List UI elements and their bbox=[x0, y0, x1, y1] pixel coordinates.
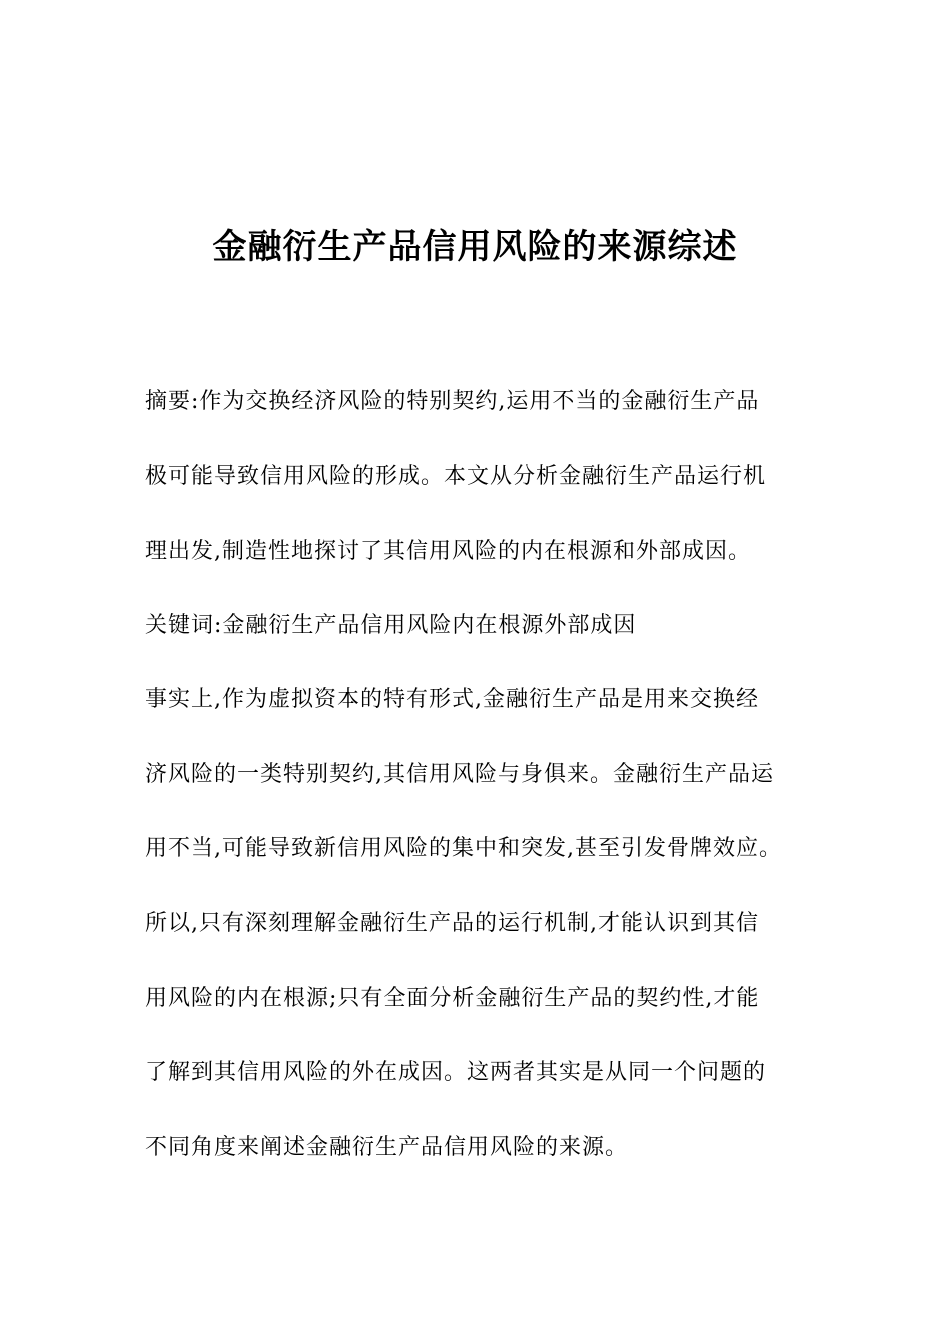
body-line-2: 济风险的一类特别契约,其信用风险与身俱来。金融衍生产品运 bbox=[145, 762, 774, 787]
abstract-line-2: 极可能导致信用风险的形成。本文从分析金融衍生产品运行机 bbox=[145, 464, 767, 489]
body-line-3: 用不当,可能导致新信用风险的集中和突发,甚至引发骨牌效应。 bbox=[145, 836, 782, 861]
body-line-6: 了解到其信用风险的外在成因。这两者其实是从同一个问题的 bbox=[145, 1060, 767, 1085]
abstract-line-1: 摘要:作为交换经济风险的特别契约,运用不当的金融衍生产品 bbox=[145, 389, 760, 414]
body-line-5: 用风险的内在根源;只有全面分析金融衍生产品的契约性,才能 bbox=[145, 986, 760, 1011]
body-line-1: 事实上,作为虚拟资本的特有形式,金融衍生产品是用来交换经 bbox=[145, 687, 759, 712]
body-line-4: 所以,只有深刻理解金融衍生产品的运行机制,才能认识到其信 bbox=[145, 911, 759, 936]
document-title: 金融衍生产品信用风险的来源综述 bbox=[212, 227, 738, 267]
keywords-line: 关键词:金融衍生产品信用风险内在根源外部成因 bbox=[145, 613, 637, 638]
body-line-7: 不同角度来阐述金融衍生产品信用风险的来源。 bbox=[145, 1135, 629, 1160]
abstract-line-3: 理出发,制造性地探讨了其信用风险的内在根源和外部成因。 bbox=[145, 539, 751, 564]
